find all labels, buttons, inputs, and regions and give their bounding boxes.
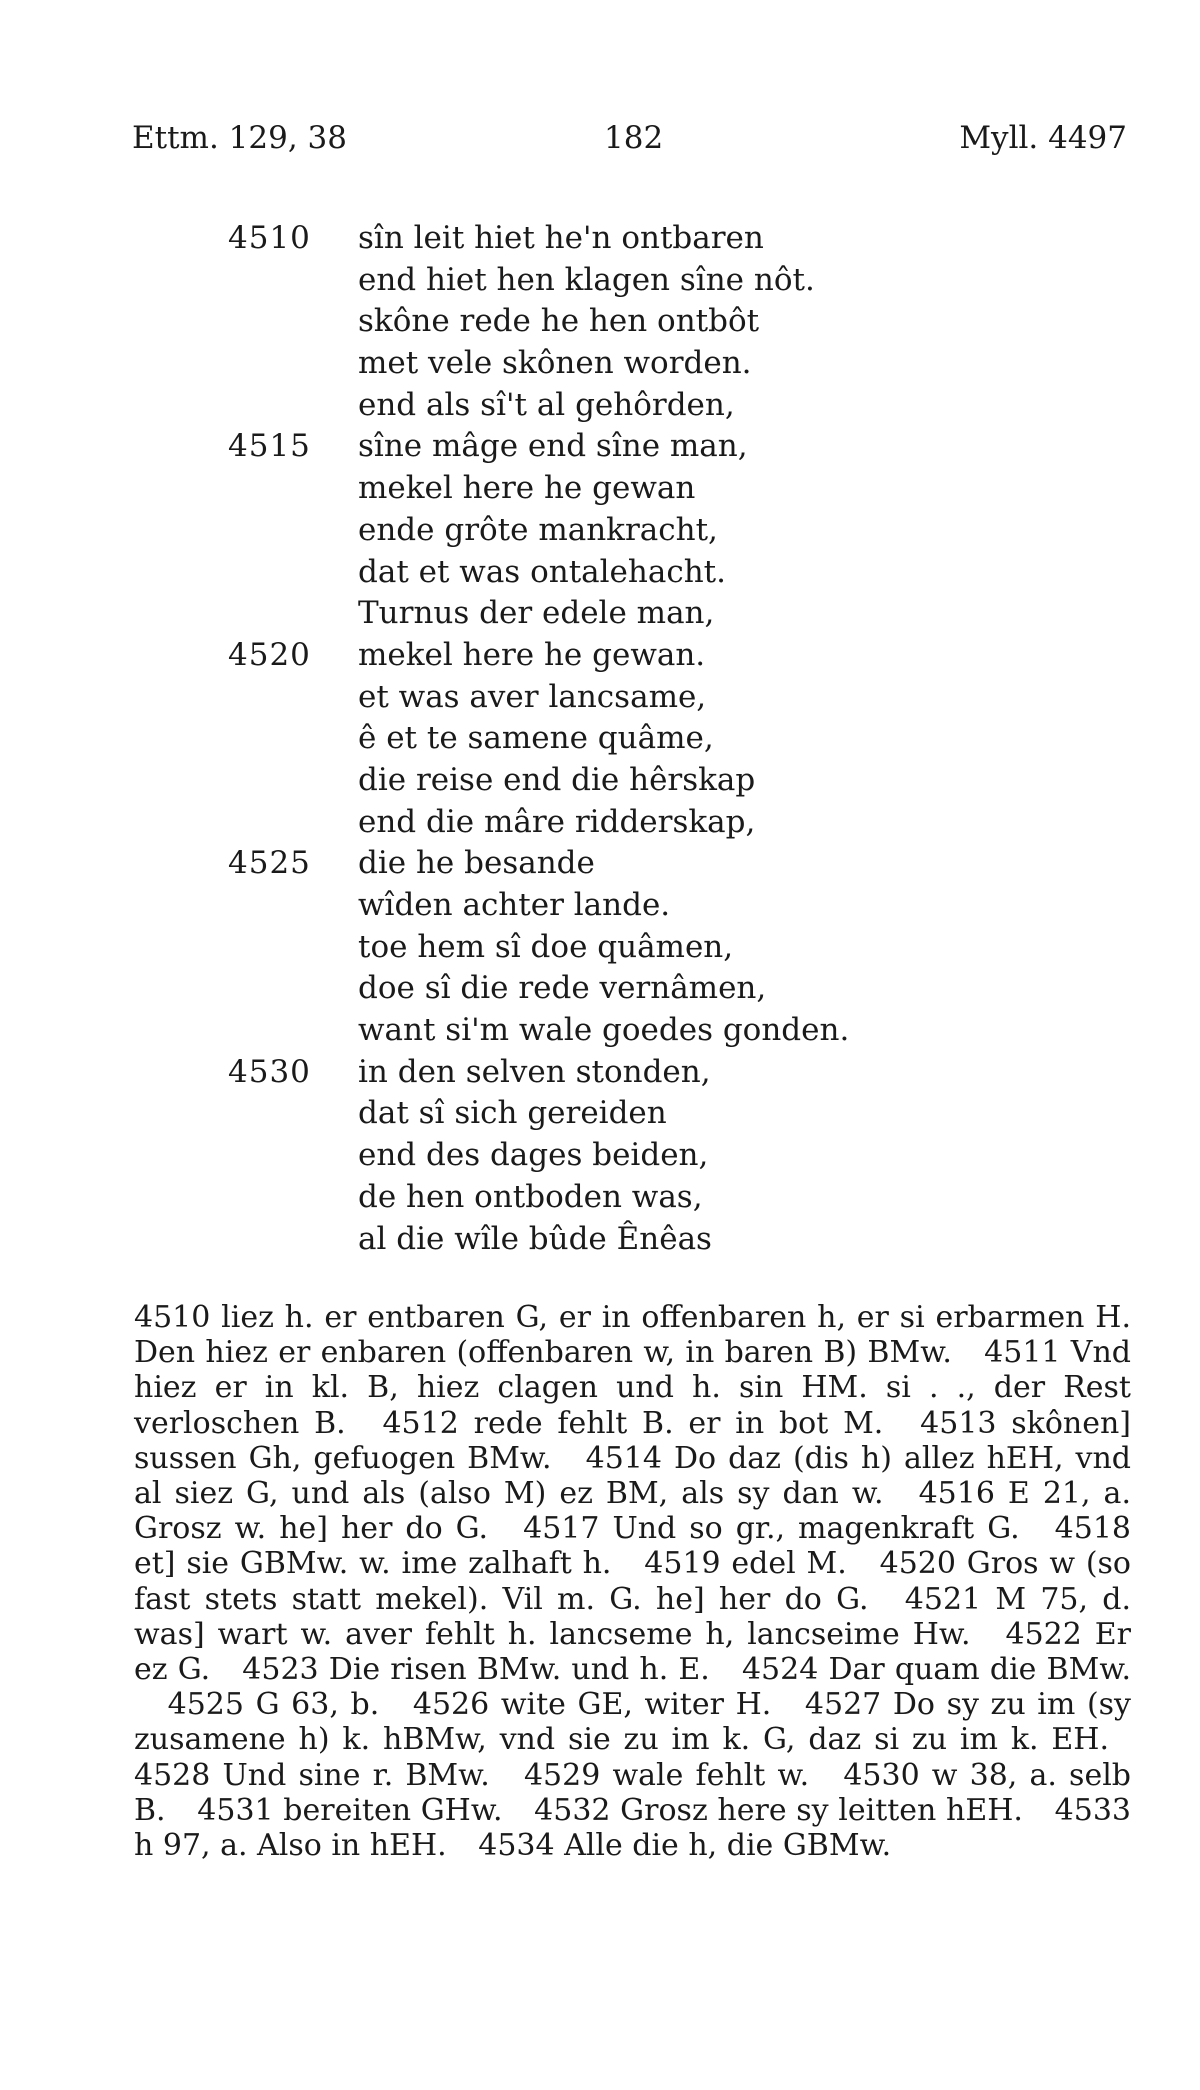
verse-line-text: dat et was ontalehacht. xyxy=(358,553,726,590)
line-number: 4520 xyxy=(228,636,311,673)
verse-line xyxy=(228,1219,948,1261)
verse-line-text: doe sî die rede vernâmen, xyxy=(358,970,767,1007)
verse-line-text: ê et te samene quâme, xyxy=(358,720,714,757)
apparatus-note: 4526 wite GE, witer H. xyxy=(412,1687,772,1723)
verse-line-text: ende grôte mankracht, xyxy=(358,511,718,548)
apparatus-note: 4522 Er ez G. xyxy=(134,1616,1132,1688)
apparatus-note: 4520 Gros w (so fast stets statt mekel). Vil m. G. he] her do G. xyxy=(134,1546,1131,1617)
verse-line xyxy=(228,1010,948,1052)
verse-line-text: end als sî't al gehôrden, xyxy=(358,386,735,423)
apparatus-note: 4534 Alle die h, die GBMw. xyxy=(478,1828,892,1864)
verse-line xyxy=(228,1177,948,1219)
apparatus-note: 4513 skônen] sussen Gh, gefuogen BMw. xyxy=(134,1405,1132,1476)
running-header xyxy=(132,120,1127,164)
apparatus-note: 4528 Und sine r. BMw. xyxy=(134,1757,490,1793)
verse-line xyxy=(228,426,948,468)
verse-line xyxy=(228,885,948,927)
apparatus-note: 4533 h 97, a. Also in hEH. xyxy=(134,1792,1131,1864)
line-number: 4525 xyxy=(228,845,311,882)
apparatus-note: 4529 wale fehlt w. xyxy=(523,1757,810,1793)
apparatus-note: 4524 Dar quam die BMw. xyxy=(741,1652,1131,1688)
verse-line-text: sîne mâge end sîne man, xyxy=(358,428,748,465)
verse-line xyxy=(228,927,948,969)
verse-line xyxy=(228,635,948,677)
verse-line-text: die he besande xyxy=(358,845,595,882)
verse-line xyxy=(228,343,948,385)
verse-line-text: skône rede he hen ontbôt xyxy=(358,303,760,340)
apparatus-note: 4514 Do daz (dis h) allez hEH, vnd al siez G, und als (also M) ez BM, als sy dan w. xyxy=(134,1440,1132,1512)
verse-line-text: in den selven stonden, xyxy=(358,1053,711,1090)
verse-line-text: end des dages beiden, xyxy=(358,1137,709,1174)
apparatus-note: 4521 M 75, d. was] wart w. aver fehlt h. lancseme h, lancseime Hw. xyxy=(134,1581,1132,1652)
verse-line xyxy=(228,1093,948,1135)
verse-line-text: met vele skônen worden. xyxy=(358,345,752,382)
line-number: 4510 xyxy=(228,220,311,256)
apparatus-note: 4517 Und so gr., magenkraft G. xyxy=(523,1511,1020,1547)
verse-line xyxy=(228,1135,948,1177)
verse-line xyxy=(228,510,948,552)
critical-apparatus xyxy=(134,1300,1131,1863)
apparatus-note: 4519 edel M. xyxy=(644,1546,847,1582)
verse-line xyxy=(228,802,948,844)
apparatus-note: 4512 rede fehlt B. er in bot M. xyxy=(382,1405,884,1441)
verse-line xyxy=(228,1052,948,1094)
line-number: 4515 xyxy=(228,428,311,465)
verse-line xyxy=(228,968,948,1010)
apparatus-note: 4531 bereiten GHw. xyxy=(197,1792,503,1828)
verse-line xyxy=(228,843,948,885)
verse-line xyxy=(228,218,948,260)
apparatus-note: 4525 G 63, b. xyxy=(167,1687,380,1723)
verse-line xyxy=(228,552,948,594)
page-number: 182 xyxy=(604,120,664,156)
verse-line xyxy=(228,593,948,635)
verse-line-text: mekel here he gewan xyxy=(358,470,696,507)
header-right-reference: Myll. 4497 xyxy=(959,120,1127,156)
verse-line-text: mekel here he gewan. xyxy=(358,636,706,673)
verse-line-text: end hiet hen klagen sîne nôt. xyxy=(358,261,815,298)
verse-line-text: dat sî sich gereiden xyxy=(358,1095,667,1132)
apparatus-note: 4516 E 21, a. Grosz w. he] her do G. xyxy=(134,1476,1131,1547)
apparatus-note: 4510 liez h. er entbaren G, er in offenbaren h, er si erbarmen H. Den hiez er enbaren (offenbaren w, in baren B) BMw. xyxy=(134,1300,1131,1371)
verse-line-text: die reise end die hêrskap xyxy=(358,761,756,798)
verse-line xyxy=(228,260,948,302)
apparatus-note: 4530 w 38, a. selb B. xyxy=(134,1757,1131,1828)
verse-line xyxy=(228,677,948,719)
verse-line-text: et was aver lancsame, xyxy=(358,678,707,715)
verse-line-text: Turnus der edele man, xyxy=(358,595,715,632)
verse-line-text: end die mâre ridderskap, xyxy=(358,803,756,840)
apparatus-note: 4511 Vnd hiez er in kl. B, hiez clagen und h. sin HM. si . ., der Rest verloschen B. xyxy=(134,1335,1131,1441)
apparatus-note: 4527 Do sy zu im (sy zusamene h) k. hBMw, vnd sie zu im k. G, daz si zu im k. EH. xyxy=(134,1687,1131,1758)
verse-line xyxy=(228,718,948,760)
verse-line-text: de hen ontboden was, xyxy=(358,1178,703,1215)
verse-line-text: toe hem sî doe quâmen, xyxy=(358,928,734,965)
verse-line-text: sîn leit hiet he'n ontbaren xyxy=(358,220,764,256)
verse-line xyxy=(228,760,948,802)
apparatus-note: 4518 et] sie GBMw. w. ime zalhaft h. xyxy=(134,1511,1131,1582)
header-left-reference: Ettm. 129, 38 xyxy=(132,120,347,156)
verse-line xyxy=(228,385,948,427)
verse-line-text: want si'm wale goedes gonden. xyxy=(358,1012,850,1049)
verse-line-text: al die wîle bûde Ênêas xyxy=(358,1220,712,1257)
verse-line xyxy=(228,468,948,510)
verse-text xyxy=(228,218,948,1260)
verse-line-text: wîden achter lande. xyxy=(358,887,671,923)
apparatus-note: 4523 Die risen BMw. und h. E. xyxy=(242,1652,710,1688)
verse-line xyxy=(228,301,948,343)
apparatus-note: 4532 Grosz here sy leitten hEH. xyxy=(534,1792,1023,1828)
line-number: 4530 xyxy=(228,1053,311,1090)
